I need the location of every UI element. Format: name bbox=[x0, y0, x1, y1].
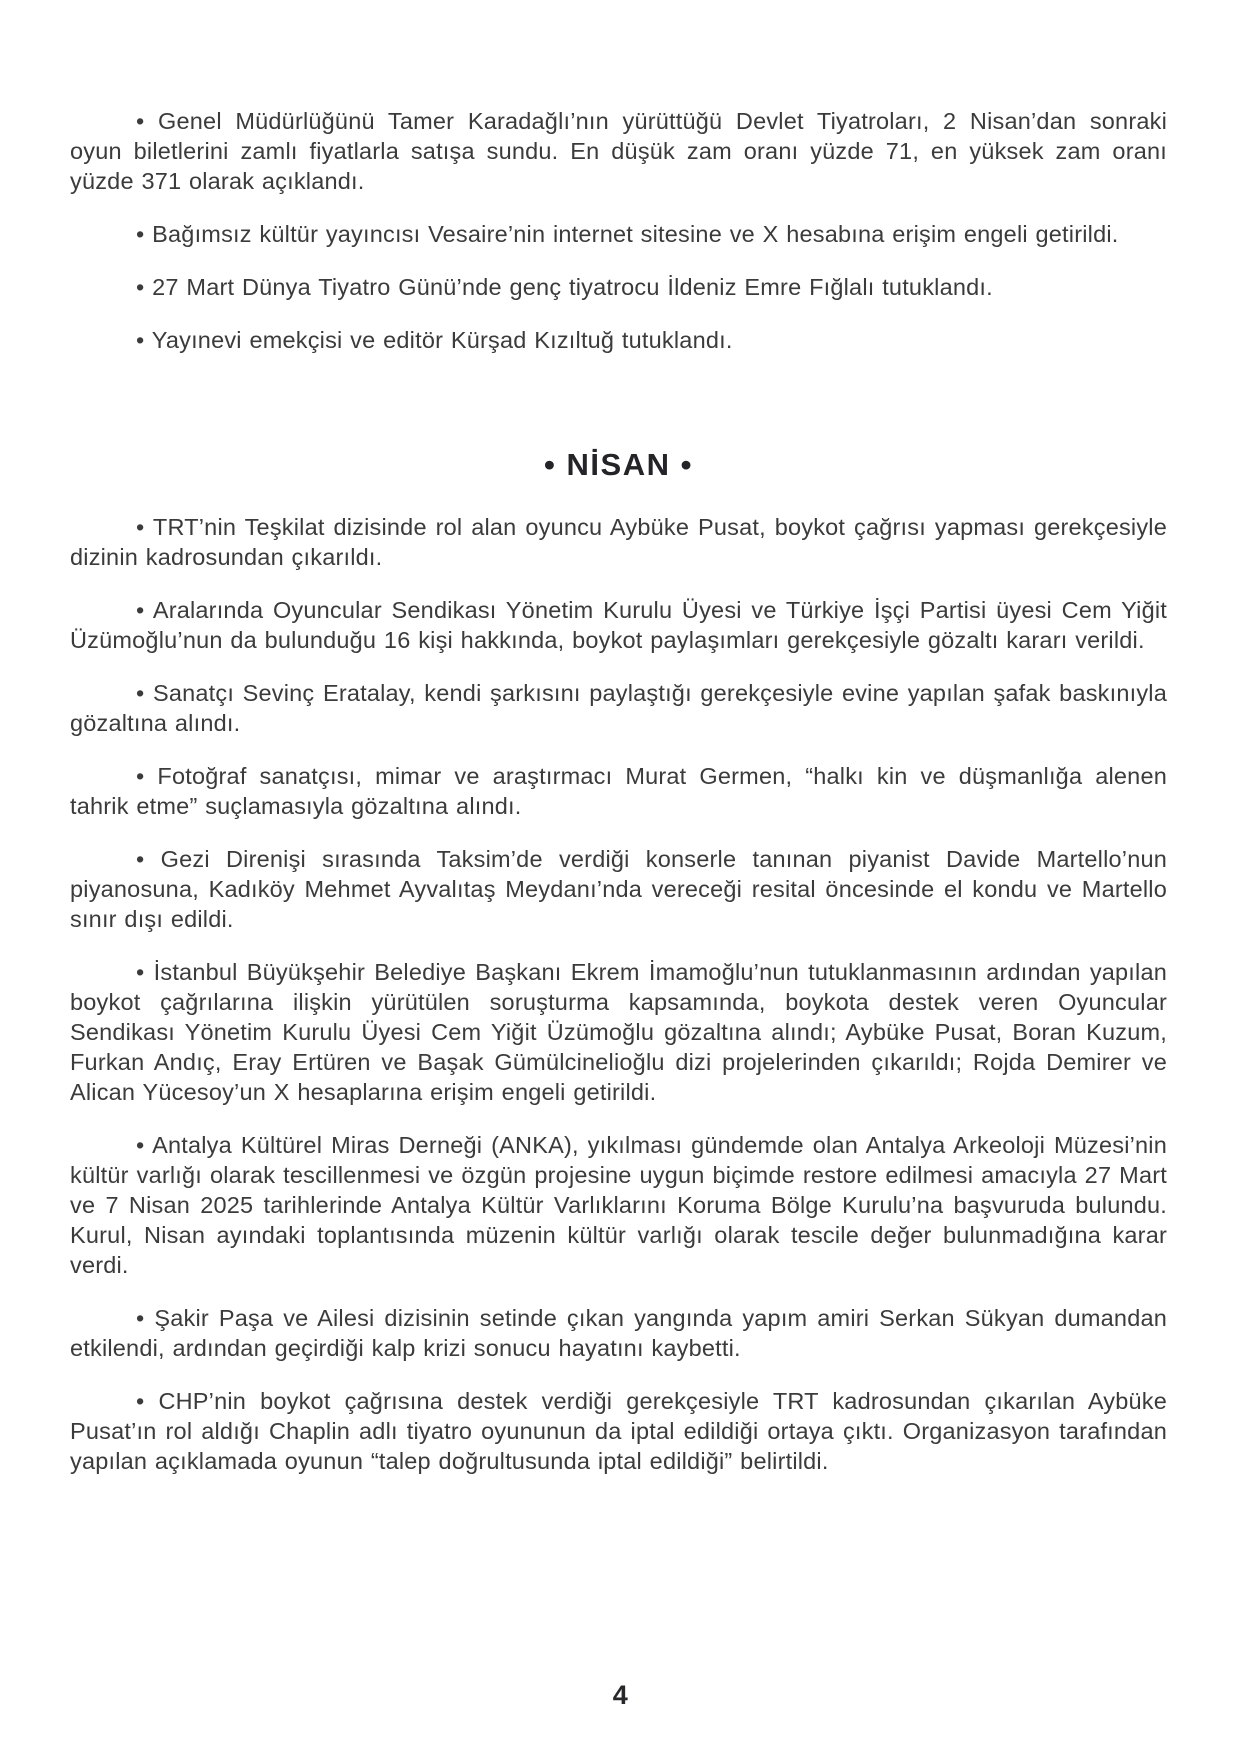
bullet-item: • CHP’nin boykot çağrısına destek verdiği gerekçesiyle TRT kadrosundan çıkarılan Aybüke Pusat’ın rol aldığı Chaplin adlı tiyatro oyununun da iptal edildiği ortaya çıktı. Organizasyon tarafından yapılan açıklamada oyunun “talep doğrultusunda iptal edildiği” belirtildi. bbox=[70, 1388, 1167, 1474]
bullet-item: • Aralarında Oyuncular Sendikası Yönetim Kurulu Üyesi ve Türkiye İşçi Partisi üyesi Cem Yiğit Üzümoğlu’nun da bulunduğu 16 kişi hakkında, boykot paylaşımları gerekçesiyle gözaltı kararı verildi. bbox=[70, 597, 1167, 653]
bullet-item: • 27 Mart Dünya Tiyatro Günü’nde genç tiyatrocu İldeniz Emre Fığlalı tutuklandı. bbox=[136, 274, 993, 300]
bullet-item: • Yayınevi emekçisi ve editör Kürşad Kızıltuğ tutuklandı. bbox=[136, 327, 733, 353]
bullet-item: • TRT’nin Teşkilat dizisinde rol alan oyuncu Aybüke Pusat, boykot çağrısı yapması gerekçesiyle dizinin kadrosundan çıkarıldı. bbox=[70, 514, 1167, 570]
bullet-item: • Bağımsız kültür yayıncısı Vesaire’nin internet sitesine ve X hesabına erişim engeli getirildi. bbox=[136, 221, 1119, 247]
bullet-item: • Şakir Paşa ve Ailesi dizisinin setinde çıkan yangında yapım amiri Serkan Sükyan dumandan etkilendi, ardından geçirdiği kalp krizi sonucu hayatını kaybetti. bbox=[70, 1305, 1167, 1361]
page-footer bbox=[0, 1680, 1241, 1711]
bullet-item: • Genel Müdürlüğünü Tamer Karadağlı’nın yürüttüğü Devlet Tiyatroları, 2 Nisan’dan sonraki oyun biletlerini zamlı fiyatlarla satışa sundu. En düşük zam oranı yüzde 71, en yüksek zam oranı yüzde 371 olarak açıklandı. bbox=[70, 108, 1167, 194]
bullet-item: • Antalya Kültürel Miras Derneği (ANKA), yıkılması gündemde olan Antalya Arkeoloji Müzesi’nin kültür varlığı olarak tescillenmesi ve özgün projesine uygun biçimde restore edilmesi amacıyla 27 Mart ve 7 Nisan 2025 tarihlerinde Antalya Kültür Varlıklarını Koruma Bölge Kurulu’na başvuruda bulundu. Kurul, Nisan ayındaki toplantısında müzenin kültür varlığı olarak tescile değer bulunmadığına karar verdi. bbox=[70, 1132, 1167, 1278]
bullet-item: • Fotoğraf sanatçısı, mimar ve araştırmacı Murat Germen, “halkı kin ve düşmanlığa alenen tahrik etme” suçlamasıyla gözaltına alındı. bbox=[70, 763, 1167, 819]
section-heading-nisan: • NİSAN • bbox=[544, 447, 693, 482]
page-number: 4 bbox=[612, 1680, 629, 1710]
bullet-item: • İstanbul Büyükşehir Belediye Başkanı Ekrem İmamoğlu’nun tutuklanmasının ardından yapılan boykot çağrılarına ilişkin yürütülen soruşturma kapsamında, boykota destek veren Oyuncular Sendikası Yönetim Kurulu Üyesi Cem Yiğit Üzümoğlu gözaltına alındı; Aybüke Pusat, Boran Kuzum, Furkan Andıç, Eray Ertüren ve Başak Gümülcinelioğlu dizi projelerinden çıkarıldı; Rojda Demirer ve Alican Yücesoy’un X hesaplarına erişim engeli getirildi. bbox=[70, 959, 1167, 1105]
bullet-item: • Sanatçı Sevinç Eratalay, kendi şarkısını paylaştığı gerekçesiyle evine yapılan şafak baskınıyla gözaltına alındı. bbox=[70, 680, 1167, 736]
bullet-item: • Gezi Direnişi sırasında Taksim’de verdiği konserle tanınan piyanist Davide Martello’nun piyanosuna, Kadıköy Mehmet Ayvalıtaş Meydanı’nda vereceği resital öncesinde el kondu ve Martello sınır dışı edildi. bbox=[70, 846, 1167, 932]
